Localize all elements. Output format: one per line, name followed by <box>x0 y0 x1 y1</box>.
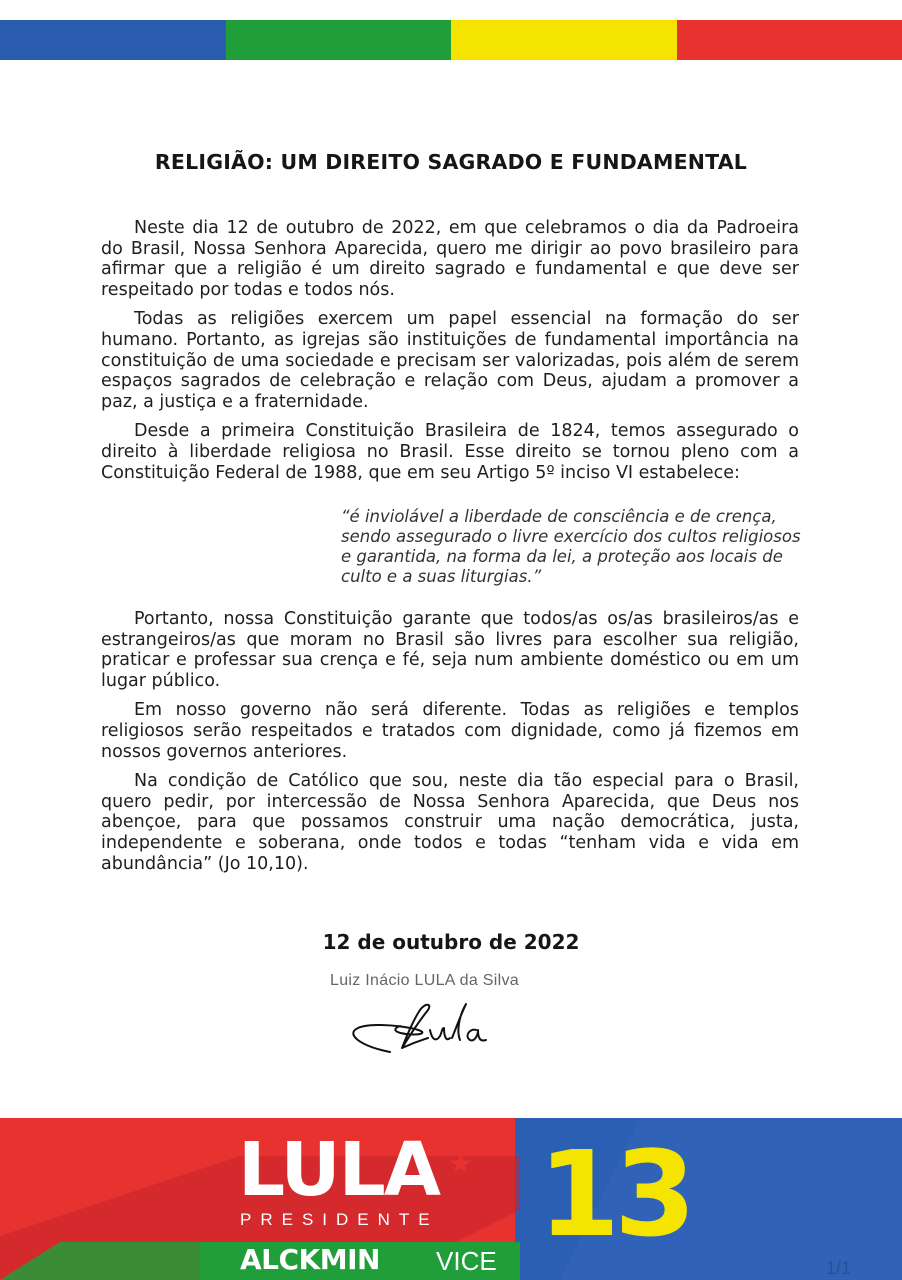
page-indicator: 1/1 <box>826 1258 852 1278</box>
stripe-green <box>226 20 452 60</box>
star-icon: ★ <box>448 1147 474 1180</box>
stripe-red <box>677 20 902 60</box>
candidate-name: LULA <box>238 1127 440 1213</box>
paragraph: Portanto, nossa Constituição garante que todos/as os/as brasileiros/as e estrangeiros/as que moram no Brasil são livres para escolher sua religião, praticar e professar sua crença e fé, seja num ambiente doméstico ou em um lugar público. <box>101 609 799 691</box>
paragraph: Em nosso governo não será diferente. Todas as religiões e templos religiosos serão respeitados e tratados com dignidade, como já fizemos em nossos governos anteriores. <box>101 700 799 762</box>
document-title: RELIGIÃO: UM DIREITO SAGRADO E FUNDAMENTAL <box>154 150 748 174</box>
handwritten-signature <box>340 990 510 1060</box>
campaign-banner <box>0 1118 902 1280</box>
signer-name: Luiz Inácio LULA da Silva <box>330 972 519 989</box>
paragraph: Desde a primeira Constituição Brasileira de 1824, temos assegurado o direito à liberdade religiosa no Brasil. Esse direito se tornou pleno com a Constituição Federal de 1988, que em seu Artigo 5º inciso VI estabelece: <box>101 421 799 483</box>
paragraph: Na condição de Católico que sou, neste dia tão especial para o Brasil, quero pedir, por intercessão de Nossa Senhora Aparecida, que Deus nos abençoe, para que possamos construir uma nação democrática, justa, independente e soberana, onde todos e todas “tenham vida e vida em abundância” (Jo 10,10). <box>101 771 799 874</box>
candidate-number: 13 <box>538 1125 691 1263</box>
stripe-yellow <box>451 20 677 60</box>
paragraphs-after-quote <box>101 609 799 883</box>
vice-name: ALCKMIN <box>240 1243 380 1276</box>
document-date: 12 de outubro de 2022 <box>322 930 580 954</box>
paragraph: Todas as religiões exercem um papel essencial na formação do ser humano. Portanto, as igrejas são instituições de fundamental importância na constituição de uma sociedade e precisam ser valorizadas, pois além de serem espaços sagrados de celebração e relação com Deus, ajudam a promover a paz, a justiça e a fraternidade. <box>101 309 799 412</box>
candidate-role: PRESIDENTE <box>240 1210 439 1229</box>
vice-role: VICE <box>436 1246 497 1276</box>
stripe-blue <box>0 20 226 60</box>
top-color-stripe <box>0 20 902 60</box>
paragraphs-before-quote <box>101 218 799 492</box>
paragraph: Neste dia 12 de outubro de 2022, em que celebramos o dia da Padroeira do Brasil, Nossa Senhora Aparecida, quero me dirigir ao povo brasileiro para afirmar que a religião é um direito sagrado e fundamental e que deve ser respeitado por todas e todos nós. <box>101 218 799 300</box>
constitution-quote: “é inviolável a liberdade de consciência e de crença, sendo assegurado o livre exercício dos cultos religiosos e garantida, na forma da lei, a proteção aos locais de culto e a suas liturgias.” <box>341 507 801 586</box>
